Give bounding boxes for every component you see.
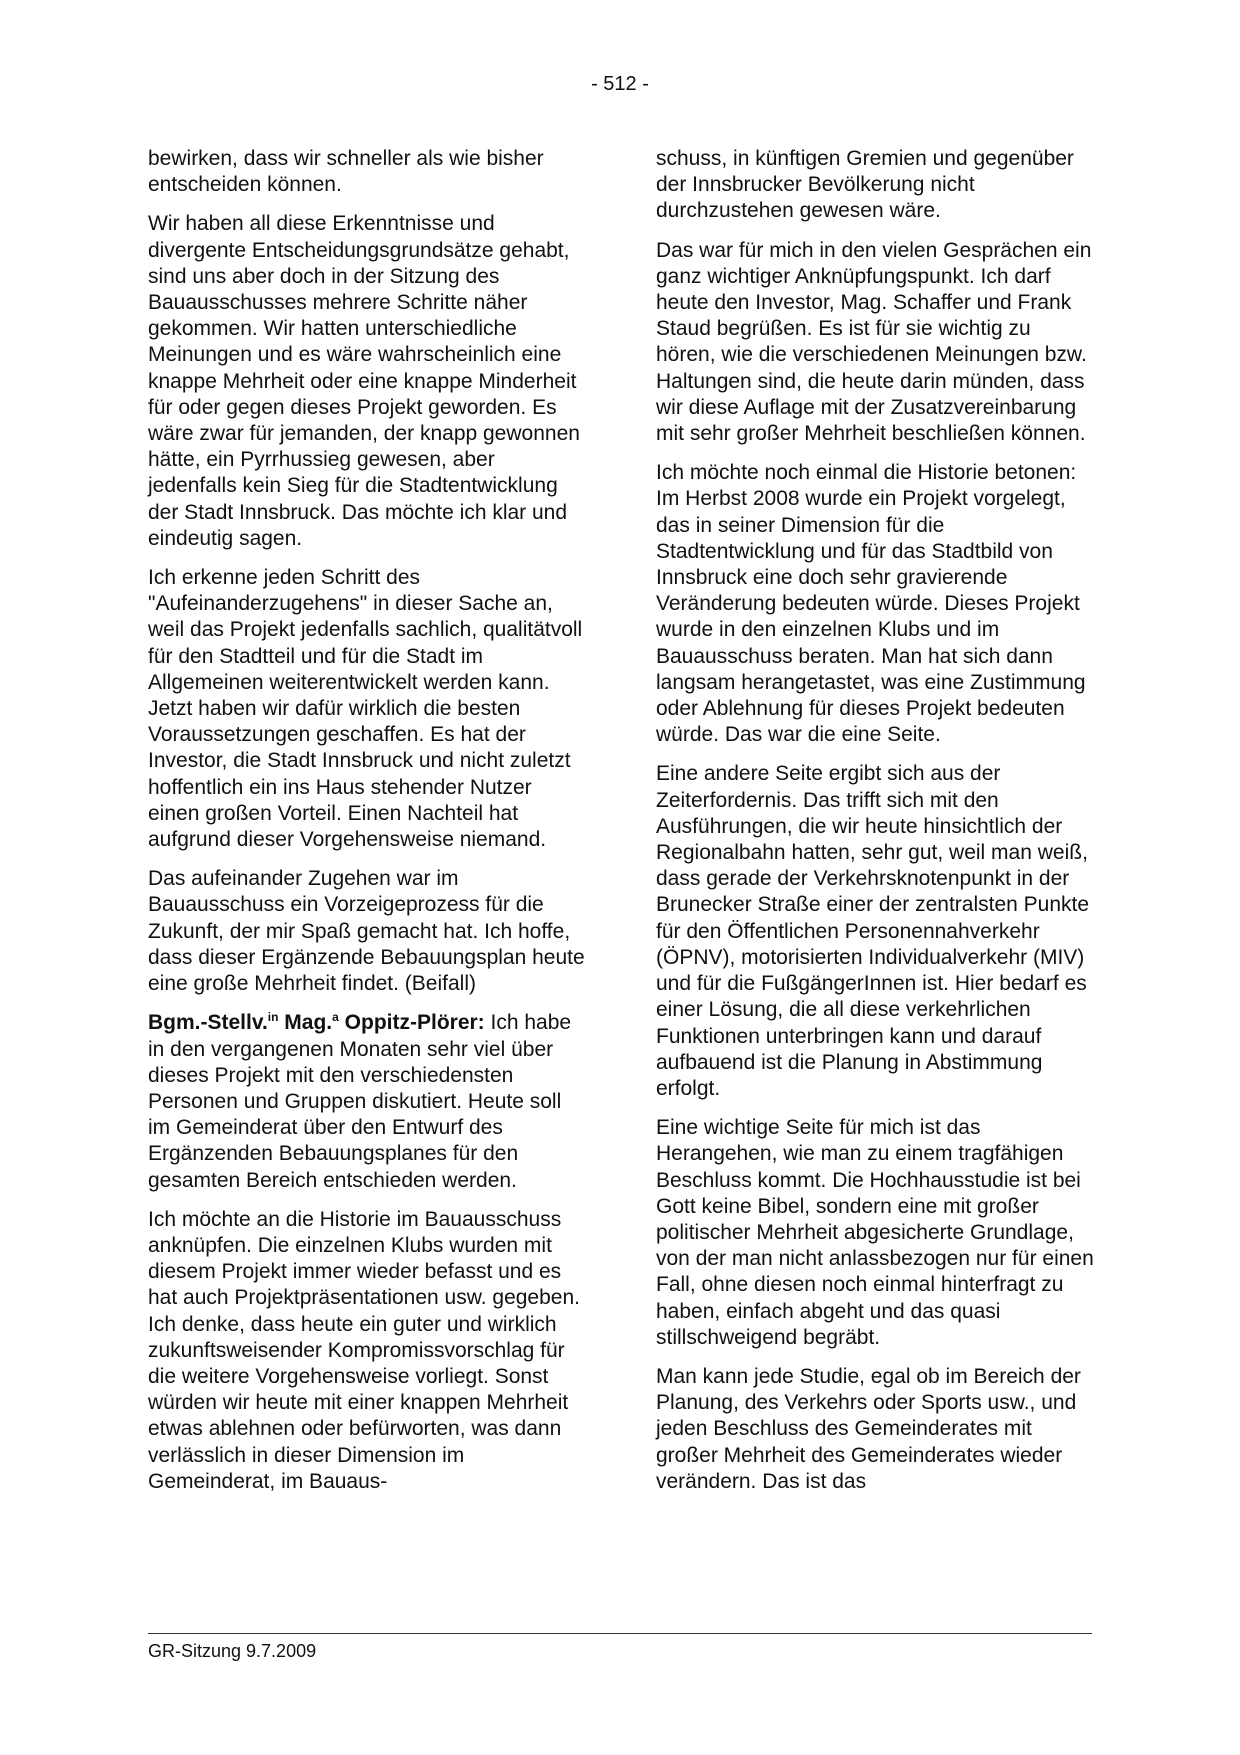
speaker-surname: Oppitz-Plörer: [338,1011,485,1035]
speaker-degree-sup: a [332,1010,339,1025]
paragraph: schuss, in künftigen Gremien und gegenüber der Innsbrucker Bevölkerung nicht durchzustehen gewesen wäre. [656,147,1074,223]
right-column [656,146,1096,1508]
left-column [148,146,588,1508]
paragraph: Eine andere Seite ergibt sich aus der Zeiterfordernis. Das trifft sich mit den Ausführungen, die wir heute hinsichtlich der Regionalbahn hatten, sehr gut, weil man weiß, dass gerade der Verkehrsknotenpunkt in der Brunecker Straße einer der zentralsten Punkte für den Öffentlichen Personennahverkehr (ÖPNV), motorisierten Individualverkehr (MIV) und für die FußgängerInnen ist. Hier bedarf es einer Lösung, die all diese verkehrlichen Funktionen unterbringen kann und darauf aufbauend ist die Planung in Abstimmung erfolgt. [656,762,1090,1100]
paragraph: bewirken, dass wir schneller als wie bisher entscheiden können. [148,147,544,197]
speaker-title-sup: in [267,1010,279,1025]
footer-divider [148,1633,1092,1634]
paragraph: Ich möchte an die Historie im Bauausschuss anknüpfen. Die einzelnen Klubs wurden mit diesem Projekt immer wieder befasst und es hat auch Projektpräsentationen usw. gegeben. Ich denke, dass heute ein guter und wirklich zukunftsweisender Kompromissvorschlag für die weitere Vorgehensweise vorliegt. Sonst würden wir heute mit einer knappen Mehrheit etwas ablehnen oder befürworten, was dann verlässlich in dieser Dimension im Gemeinderat, im Bauaus- [148,1207,580,1493]
paragraph: Man kann jede Studie, egal ob im Bereich der Planung, des Verkehrs oder Sports usw., und jeden Beschluss des Gemeinderates mit großer Mehrheit des Gemeinderates wieder verändern. Das ist das [656,1364,1081,1493]
paragraph: Wir haben all diese Erkenntnisse und divergente Entscheidungsgrundsätze gehabt, sind uns aber doch in der Sitzung des Bauausschusses mehrere Schritte näher gekommen. Wir hatten unterschiedliche Meinungen und es wäre wahrscheinlich eine knappe Mehrheit oder eine knappe Minderheit für oder gegen dieses Projekt geworden. Es wäre zwar für jemanden, der knapp gewonnen hätte, ein Pyrrhussieg gewesen, aber jedenfalls kein Sieg für die Stadtentwicklung der Stadt Innsbruck. Das möchte ich klar und eindeutig sagen. [148,212,580,550]
paragraph: Eine wichtige Seite für mich ist das Herangehen, wie man zu einem tragfähigen Beschluss kommt. Die Hochhausstudie ist bei Gott keine Bibel, sondern eine mit großer politischer Mehrheit abgesicherte Grundlage, von der man nicht anlassbezogen nur für einen Fall, ohne diesen noch einmal hinterfragt zu haben, einfach abgeht und das quasi stillschweigend begräbt. [656,1116,1094,1349]
speaker-title: Bgm.-Stellv. [148,1011,268,1035]
footer-session-date: GR-Sitzung 9.7.2009 [148,1641,317,1661]
page-number: - 512 - [591,73,649,95]
paragraph: Ich erkenne jeden Schritt des "Aufeinanderzugehens" in dieser Sache an, weil das Projekt jedenfalls sachlich, qualitätvoll für den Stadtteil und für die Stadt im Allgemeinen weiterentwickelt werden kann. Jetzt haben wir dafür wirklich die besten Voraussetzungen geschaffen. Es hat der Investor, die Stadt Innsbruck und nicht zuletzt hoffentlich ein ins Haus stehender Nutzer einen großen Vorteil. Einen Nachteil hat aufgrund dieser Vorgehensweise niemand. [148,566,583,852]
speaker-text: Ich habe in den vergangenen Monaten sehr viel über dieses Projekt mit den verschiedensten Personen und Gruppen diskutiert. Heute soll im Gemeinderat über den Entwurf des Ergänzenden Bebauungsplanes für den gesamten Bereich entschieden werden. [148,1011,572,1192]
speaker-paragraph [148,1010,588,1193]
paragraph: Das war für mich in den vielen Gesprächen ein ganz wichtiger Anknüpfungspunkt. Ich darf heute den Investor, Mag. Schaffer und Frank Staud begrüßen. Es ist für sie wichtig zu hören, wie die verschiedenen Meinungen bzw. Haltungen sind, die heute darin münden, dass wir diese Auflage mit der Zusatzvereinbarung mit sehr großer Mehrheit beschließen können. [656,238,1092,446]
speaker-name [148,1011,485,1034]
paragraph: Das aufeinander Zugehen war im Bauausschuss ein Vorzeigeprozess für die Zukunft, der mir Spaß gemacht hat. Ich hoffe, dass dieser Ergänzende Bebauungsplan heute eine große Mehrheit findet. (Beifall) [148,867,585,996]
speaker-degree: Mag. [278,1011,333,1035]
paragraph: Ich möchte noch einmal die Historie betonen: Im Herbst 2008 wurde ein Projekt vorgelegt, das in seiner Dimension für die Stadtentwicklung und für das Stadtbild von Innsbruck eine doch sehr gravierende Veränderung bedeuten würde. Dieses Projekt wurde in den einzelnen Klubs und im Bauausschuss beraten. Man hat sich dann langsam herangetastet, was eine Zustimmung oder Ablehnung für dieses Projekt bedeuten würde. Das war die eine Seite. [656,461,1086,747]
